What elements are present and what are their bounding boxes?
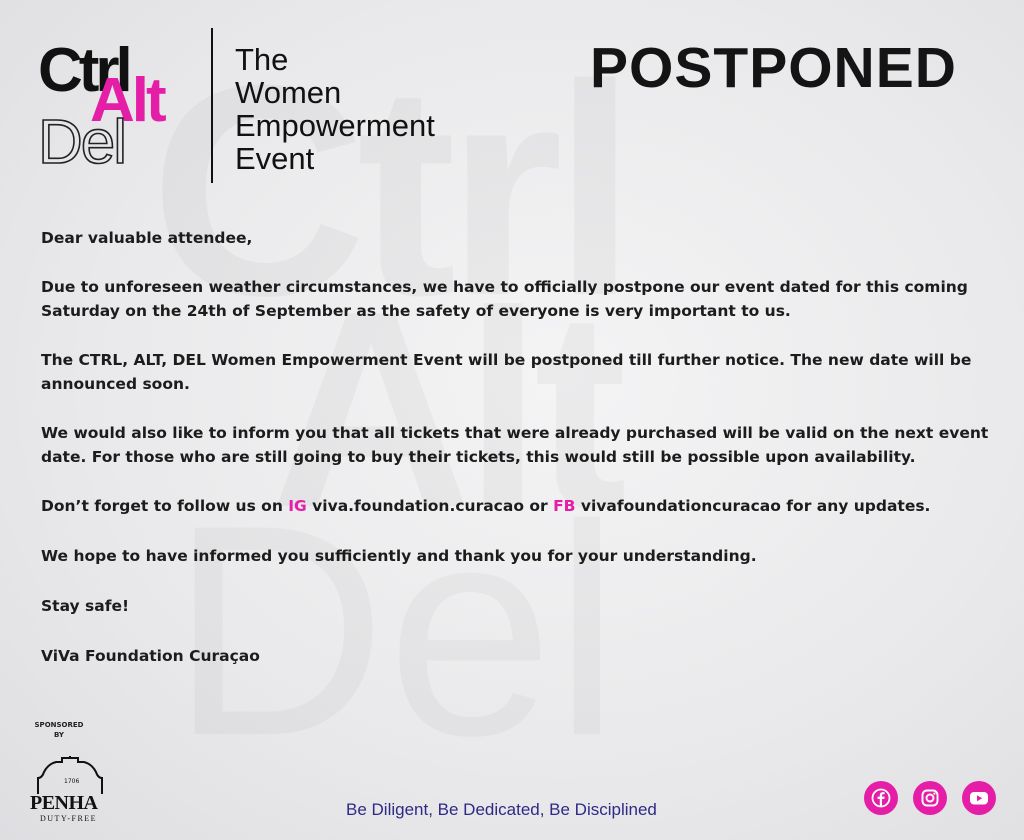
- event-title-line: Event: [235, 141, 315, 176]
- tagline: Be Diligent, Be Dedicated, Be Disciplined: [346, 800, 657, 819]
- sponsored-label-line: SPONSORED: [34, 721, 84, 729]
- paragraph-postponed: The CTRL, ALT, DEL Women Empowerment Event will be postponed till further notice. The new date will be announced soon.: [41, 351, 972, 393]
- logo-alt: Alt: [90, 66, 164, 135]
- fb-handle: vivafoundationcuracao for any updates.: [575, 497, 931, 515]
- logo-ctrl: Ctrl: [38, 36, 129, 105]
- paragraph-weather: Due to unforeseen weather circumstances, we have to officially postpone our event dated for this coming Saturday on the 24th of September as the safety of everyone is very important to us.: [41, 278, 968, 320]
- follow-prefix: Don’t forget to follow us on: [41, 497, 289, 515]
- event-title-line: The: [235, 42, 289, 77]
- event-title-line: Women: [235, 75, 342, 110]
- sponsor-name: PENHA: [30, 792, 98, 814]
- letter-body: [41, 226, 991, 668]
- instagram-icon[interactable]: [913, 781, 947, 815]
- sponsor-block: [28, 720, 122, 828]
- postponed-heading: POSTPONED: [590, 36, 957, 100]
- paragraph-follow: [41, 494, 991, 518]
- fb-label: FB: [553, 497, 576, 515]
- event-title-line: Empowerment: [235, 108, 435, 143]
- sponsor-year: 1706: [64, 778, 80, 785]
- greeting: Dear valuable attendee,: [41, 229, 253, 247]
- ctrl-alt-del-logo: [38, 36, 203, 177]
- ig-label: IG: [288, 497, 307, 515]
- logo-divider: [211, 28, 213, 183]
- sponsor-subtitle: DUTY-FREE: [40, 814, 98, 823]
- signature: ViVa Foundation Curaçao: [41, 647, 260, 665]
- social-links: [864, 781, 996, 815]
- youtube-icon[interactable]: [962, 781, 996, 815]
- facebook-icon[interactable]: [864, 781, 898, 815]
- closing: Stay safe!: [41, 597, 130, 615]
- paragraph-tickets: We would also like to inform you that all tickets that were already purchased will be valid on the next event date. For those who are still going to buy their tickets, this would still be possible upon availability.: [41, 424, 989, 466]
- logo-del: Del: [38, 108, 126, 177]
- event-title: [235, 43, 435, 175]
- penha-building-icon: [32, 756, 118, 796]
- sponsored-by-label: [28, 720, 90, 740]
- paragraph-thanks: We hope to have informed you sufficiently and thank you for your understanding.: [41, 547, 757, 565]
- sponsored-label-line: BY: [53, 731, 65, 739]
- ig-handle: viva.foundation.curacao or: [306, 497, 554, 515]
